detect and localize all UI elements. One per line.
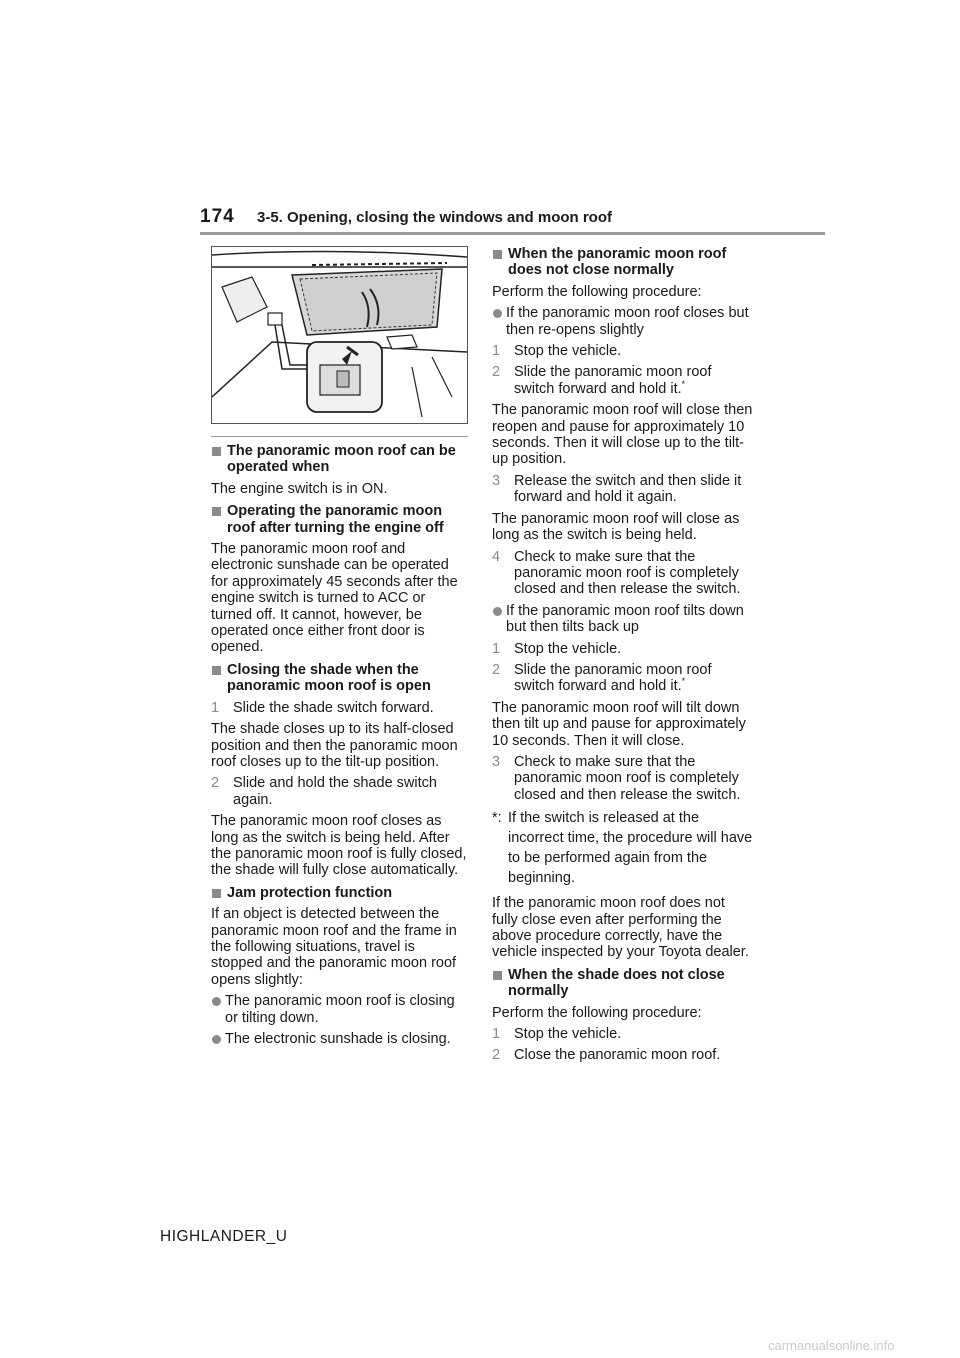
step-item (492, 641, 754, 657)
footnote-mark: * (681, 379, 686, 390)
step-item (492, 343, 754, 359)
bullet-text: If the panoramic moon roof tilts down but then tilts back up (506, 602, 744, 636)
moon-roof-switch-illustration (211, 246, 468, 424)
paragraph: The shade closes up to its half-closed position and then the panoramic moon roof closes up to the tilt-up position. (211, 721, 458, 770)
paragraph: Perform the following procedure: (492, 1004, 702, 1021)
step-number: 3 (492, 753, 501, 770)
step-number: 2 (492, 1047, 501, 1064)
right-column (492, 246, 754, 1069)
step-item (211, 700, 468, 716)
heading-jam-protection: Jam protection function (211, 885, 468, 901)
paragraph: The panoramic moon roof closes as long as the switch is being held. After the panoramic moon roof is fully closed, the shade will fully close automatically. (211, 813, 467, 879)
step-item (492, 364, 754, 397)
footnote (492, 808, 754, 888)
bullet-text: The electronic sunshade is closing. (225, 1031, 451, 1047)
paragraph: The panoramic moon roof and electronic sunshade can be operated for approximately 45 seconds after the engine switch is turned to ACC or turned off. It cannot, however, be operated once either front door is opened. (211, 541, 458, 656)
step-number: 3 (492, 472, 501, 489)
step-item (492, 473, 754, 506)
step-number: 2 (211, 775, 220, 792)
step-number: 1 (492, 1026, 501, 1043)
step-number: 2 (492, 661, 501, 678)
paragraph: The panoramic moon roof will tilt down then tilt up and pause for approximately 10 seconds. Then it will close. (492, 699, 746, 749)
paragraph: Perform the following procedure: (492, 283, 702, 300)
bullet-icon (493, 309, 502, 318)
footnote-mark: * (681, 676, 686, 687)
step-text: Stop the vehicle. (514, 640, 622, 657)
step-number: 1 (211, 699, 220, 716)
heading-shade-not-close: When the shade does not close normally (492, 967, 754, 1000)
heading-closing-shade: Closing the shade when the panoramic moon roof is open (211, 662, 468, 695)
step-item (492, 662, 754, 695)
bullet-text: If the panoramic moon roof closes but then re-opens slightly (506, 305, 749, 338)
step-text: Slide and hold the shade switch again. (233, 775, 437, 808)
paragraph: If an object is detected between the panoramic moon roof and the frame in the following situations, travel is stopped and the panoramic moon roof opens slightly: (211, 906, 457, 988)
step-number: 2 (492, 364, 501, 381)
watermark: carmanualsonline.info (768, 1338, 895, 1353)
paragraph: The panoramic moon roof will close then reopen and pause for approximately 10 seconds. Then it will close up to the tilt-up position. (492, 402, 753, 468)
heading-engine-off: Operating the panoramic moon roof after turning the engine off (211, 503, 468, 536)
step-number: 1 (492, 640, 501, 657)
step-text: Stop the vehicle. (514, 343, 622, 360)
section-title: 3-5. Opening, closing the windows and moon roof (257, 209, 613, 226)
step-text: Stop the vehicle. (514, 1026, 622, 1043)
paragraph: The panoramic moon roof will close as long as the switch is being held. (492, 510, 740, 544)
page-number: 174 (200, 206, 235, 227)
heading-operated-when: The panoramic moon roof can be operated when (211, 443, 468, 476)
figure-divider (211, 436, 468, 437)
step-item (211, 775, 468, 808)
bullet-icon (212, 997, 221, 1006)
step-text: Close the panoramic moon roof. (514, 1047, 721, 1064)
bullet-text: The panoramic moon roof is closing or tilting down. (225, 993, 455, 1026)
step-text: Check to make sure that the panoramic moon roof is completely closed and then release the switch. (514, 548, 741, 598)
step-item (492, 1026, 754, 1042)
bullet-item (211, 993, 468, 1026)
step-item (492, 754, 754, 803)
bullet-item (211, 1031, 468, 1047)
bullet-icon (212, 1035, 221, 1044)
moon-roof-illustration-icon (212, 247, 467, 423)
footnote-text: If the switch is released at the incorrect time, the procedure will have to be performed again from the beginning. (508, 810, 753, 887)
bullet-item (492, 603, 754, 636)
step-number: 1 (492, 343, 501, 360)
step-text: Check to make sure that the panoramic moon roof is completely closed and then release the switch. (514, 753, 741, 803)
step-text: Slide the panoramic moon roof switch forward and hold it. (514, 364, 712, 397)
bullet-icon (493, 607, 502, 616)
step-text: Slide the shade switch forward. (233, 699, 434, 716)
footnote-mark: *: (492, 810, 502, 827)
step-item (492, 1047, 754, 1063)
paragraph: The engine switch is in ON. (211, 480, 388, 497)
header-divider (200, 232, 825, 235)
heading-roof-not-close: When the panoramic moon roof does not close normally (492, 246, 754, 279)
footer-model: HIGHLANDER_U (160, 1228, 288, 1245)
step-item (492, 549, 754, 598)
paragraph: If the panoramic moon roof does not fully close even after performing the above procedure correctly, have the vehicle inspected by your Toyota dealer. (492, 895, 749, 961)
step-text: Release the switch and then slide it forward and hold it again. (514, 472, 742, 506)
step-text: Slide the panoramic moon roof switch forward and hold it. (514, 661, 712, 695)
page-header (200, 200, 825, 238)
bullet-item (492, 305, 754, 338)
left-column (211, 246, 468, 1052)
step-number: 4 (492, 548, 501, 565)
